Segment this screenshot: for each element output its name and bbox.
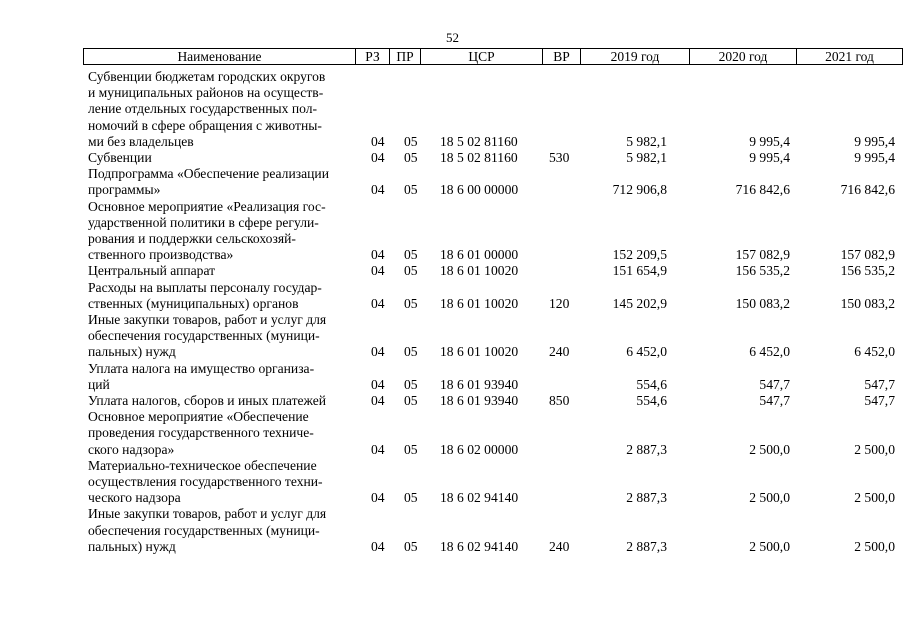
cell-2021: 2 500,0 bbox=[854, 441, 895, 457]
header-name: Наименование bbox=[84, 49, 356, 64]
cell-pr: 05 bbox=[404, 344, 418, 360]
cell-pr: 05 bbox=[404, 133, 418, 149]
row-name-line: Уплата налогов, сборов и иных платежей bbox=[88, 392, 327, 408]
table-header bbox=[83, 48, 903, 65]
cell-2020: 157 082,9 bbox=[735, 247, 790, 263]
cell-rz: 04 bbox=[371, 538, 385, 554]
row-name-line: ций bbox=[88, 376, 110, 392]
cell-2019: 145 202,9 bbox=[612, 295, 667, 311]
cell-2021: 156 535,2 bbox=[840, 263, 895, 279]
cell-2021: 716 842,6 bbox=[840, 182, 895, 198]
row-name-line: Основное мероприятие «Обеспечение bbox=[88, 409, 309, 425]
header-2019: 2019 год bbox=[581, 49, 690, 64]
row-name bbox=[88, 263, 353, 279]
row-name bbox=[88, 150, 353, 166]
cell-csr: 18 6 01 93940 bbox=[440, 392, 519, 408]
cell-vr: 850 bbox=[549, 392, 570, 408]
row-name-line: рования и поддержки сельскохозяй- bbox=[88, 230, 296, 246]
cell-rz: 04 bbox=[371, 133, 385, 149]
cell-rz: 04 bbox=[371, 392, 385, 408]
header-vr: ВР bbox=[543, 49, 581, 64]
row-name-line: Иные закупки товаров, работ и услуг для bbox=[88, 506, 327, 522]
cell-2020: 6 452,0 bbox=[749, 344, 790, 360]
table-row bbox=[0, 393, 905, 409]
cell-pr: 05 bbox=[404, 247, 418, 263]
row-name-line: программы» bbox=[88, 182, 161, 198]
table-row bbox=[0, 409, 905, 458]
cell-2020: 547,7 bbox=[759, 392, 790, 408]
row-name-line: Материально-техническое обеспечение bbox=[88, 457, 317, 473]
header-2020: 2020 год bbox=[690, 49, 797, 64]
cell-pr: 05 bbox=[404, 263, 418, 279]
cell-2021: 2 500,0 bbox=[854, 538, 895, 554]
row-name-line: пальных) нужд bbox=[88, 344, 176, 360]
row-name-line: Расходы на выплаты персоналу государ- bbox=[88, 279, 322, 295]
row-name bbox=[88, 458, 353, 507]
cell-2019: 712 906,8 bbox=[612, 182, 667, 198]
cell-2019: 554,6 bbox=[636, 392, 667, 408]
row-name-line: и муниципальных районов на осуществ- bbox=[88, 85, 324, 101]
header-csr: ЦСР bbox=[421, 49, 543, 64]
cell-csr: 18 5 02 81160 bbox=[440, 149, 518, 165]
cell-2020: 547,7 bbox=[759, 376, 790, 392]
cell-pr: 05 bbox=[404, 490, 418, 506]
table-row bbox=[0, 166, 905, 198]
cell-2019: 2 887,3 bbox=[626, 538, 667, 554]
row-name-line: Подпрограмма «Обеспечение реализации bbox=[88, 166, 329, 182]
table-body bbox=[0, 69, 905, 555]
row-name-line: ми без владельцев bbox=[88, 133, 194, 149]
cell-2020: 2 500,0 bbox=[749, 441, 790, 457]
row-name-line: ственных (муниципальных) органов bbox=[88, 295, 299, 311]
cell-2019: 6 452,0 bbox=[626, 344, 667, 360]
cell-vr: 240 bbox=[549, 538, 570, 554]
cell-rz: 04 bbox=[371, 295, 385, 311]
cell-2021: 9 995,4 bbox=[854, 149, 895, 165]
cell-2020: 2 500,0 bbox=[749, 538, 790, 554]
cell-2021: 157 082,9 bbox=[840, 247, 895, 263]
cell-pr: 05 bbox=[404, 376, 418, 392]
row-name-line: Субвенции bbox=[88, 150, 152, 165]
table-row bbox=[0, 312, 905, 361]
cell-2021: 9 995,4 bbox=[854, 133, 895, 149]
cell-csr: 18 5 02 81160 bbox=[440, 133, 518, 149]
row-name bbox=[88, 409, 353, 458]
cell-pr: 05 bbox=[404, 538, 418, 554]
table-row bbox=[0, 506, 905, 555]
table-row bbox=[0, 150, 905, 166]
cell-rz: 04 bbox=[371, 376, 385, 392]
row-name-line: ственного производства» bbox=[88, 247, 234, 263]
row-name bbox=[88, 312, 353, 361]
cell-2020: 9 995,4 bbox=[749, 133, 790, 149]
cell-2021: 547,7 bbox=[864, 392, 895, 408]
table-row bbox=[0, 280, 905, 312]
cell-2019: 151 654,9 bbox=[612, 263, 667, 279]
cell-2021: 150 083,2 bbox=[840, 295, 895, 311]
row-name-line: обеспечения государственных (муници- bbox=[88, 522, 320, 538]
row-name-line: обеспечения государственных (муници- bbox=[88, 328, 320, 344]
cell-csr: 18 6 01 00000 bbox=[440, 247, 519, 263]
cell-rz: 04 bbox=[371, 149, 385, 165]
cell-2021: 6 452,0 bbox=[854, 344, 895, 360]
row-name bbox=[88, 506, 353, 555]
cell-pr: 05 bbox=[404, 295, 418, 311]
cell-vr: 530 bbox=[549, 149, 570, 165]
cell-vr: 120 bbox=[549, 295, 570, 311]
cell-csr: 18 6 02 00000 bbox=[440, 441, 519, 457]
cell-2021: 547,7 bbox=[864, 376, 895, 392]
cell-2019: 2 887,3 bbox=[626, 441, 667, 457]
table-row bbox=[0, 458, 905, 507]
row-name bbox=[88, 280, 353, 312]
cell-csr: 18 6 02 94140 bbox=[440, 490, 519, 506]
row-name-line: ского надзора» bbox=[88, 441, 175, 457]
cell-2019: 5 982,1 bbox=[626, 133, 667, 149]
cell-2019: 2 887,3 bbox=[626, 490, 667, 506]
cell-csr: 18 6 01 10020 bbox=[440, 295, 519, 311]
row-name-line: осуществления государственного техни- bbox=[88, 473, 323, 489]
cell-rz: 04 bbox=[371, 247, 385, 263]
row-name-line: ческого надзора bbox=[88, 490, 181, 506]
cell-2019: 152 209,5 bbox=[612, 247, 667, 263]
page-number: 52 bbox=[446, 30, 459, 45]
cell-pr: 05 bbox=[404, 441, 418, 457]
cell-pr: 05 bbox=[404, 182, 418, 198]
cell-rz: 04 bbox=[371, 344, 385, 360]
cell-2019: 5 982,1 bbox=[626, 149, 667, 165]
cell-csr: 18 6 01 10020 bbox=[440, 344, 519, 360]
row-name-line: Основное мероприятие «Реализация гос- bbox=[88, 198, 326, 214]
header-rz: РЗ bbox=[356, 49, 390, 64]
row-name-line: Иные закупки товаров, работ и услуг для bbox=[88, 311, 327, 327]
table-row bbox=[0, 263, 905, 279]
row-name-line: Уплата налога на имущество организа- bbox=[88, 360, 315, 376]
cell-pr: 05 bbox=[404, 149, 418, 165]
cell-csr: 18 6 01 10020 bbox=[440, 263, 519, 279]
table-row bbox=[0, 69, 905, 150]
cell-csr: 18 6 01 93940 bbox=[440, 376, 519, 392]
header-2021: 2021 год bbox=[825, 49, 874, 64]
cell-csr: 18 6 00 00000 bbox=[440, 182, 519, 198]
cell-pr: 05 bbox=[404, 392, 418, 408]
row-name bbox=[88, 166, 353, 198]
cell-rz: 04 bbox=[371, 263, 385, 279]
cell-2020: 150 083,2 bbox=[735, 295, 790, 311]
row-name-line: номочий в сфере обращения с животны- bbox=[88, 117, 322, 133]
row-name bbox=[88, 69, 353, 150]
cell-vr: 240 bbox=[549, 344, 570, 360]
row-name-line: пальных) нужд bbox=[88, 538, 176, 554]
row-name bbox=[88, 393, 353, 409]
cell-csr: 18 6 02 94140 bbox=[440, 538, 519, 554]
cell-2020: 716 842,6 bbox=[735, 182, 790, 198]
row-name-line: Субвенции бюджетам городских округов bbox=[88, 69, 326, 84]
cell-2019: 554,6 bbox=[636, 376, 667, 392]
cell-2020: 2 500,0 bbox=[749, 490, 790, 506]
cell-2020: 9 995,4 bbox=[749, 149, 790, 165]
header-pr: ПР bbox=[390, 49, 421, 64]
table-row bbox=[0, 361, 905, 393]
cell-rz: 04 bbox=[371, 441, 385, 457]
cell-2020: 156 535,2 bbox=[735, 263, 790, 279]
row-name-line: ударственной политики в сфере регули- bbox=[88, 214, 319, 230]
row-name bbox=[88, 199, 353, 264]
row-name-line: Центральный аппарат bbox=[88, 263, 216, 279]
cell-rz: 04 bbox=[371, 490, 385, 506]
cell-rz: 04 bbox=[371, 182, 385, 198]
cell-2021: 2 500,0 bbox=[854, 490, 895, 506]
row-name-line: ление отдельных государственных пол- bbox=[88, 101, 318, 117]
row-name-line: проведения государственного техниче- bbox=[88, 425, 314, 441]
row-name bbox=[88, 361, 353, 393]
table-row bbox=[0, 199, 905, 264]
